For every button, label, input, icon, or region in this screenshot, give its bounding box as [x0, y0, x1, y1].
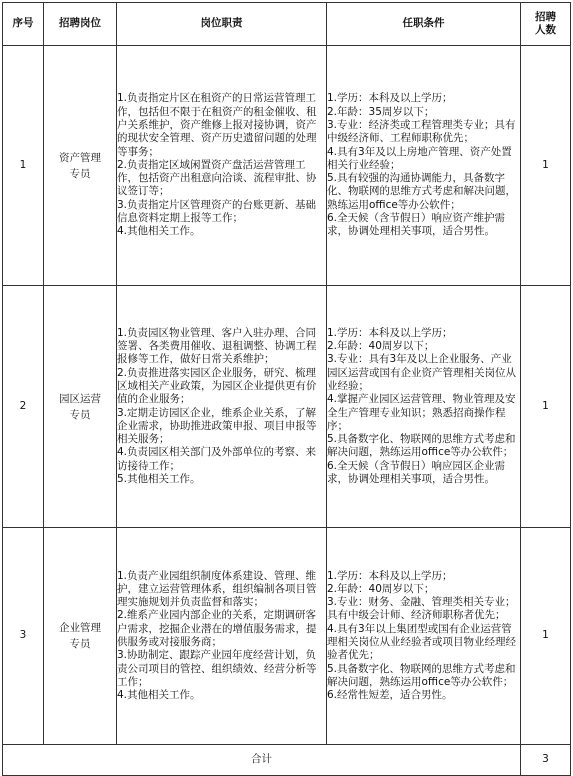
duty-item: 4.其他相关工作。	[117, 225, 201, 238]
row-requirements	[327, 286, 521, 528]
row-duties	[117, 528, 327, 745]
duty-item: 1.负责产业园组织制度体系建设、管理、维护，建立运营管理体系，组织编制各项目管理实施规划并负责监督和落实；	[117, 569, 317, 609]
row-position	[44, 46, 117, 286]
total-row	[3, 745, 571, 776]
row-position	[44, 528, 117, 745]
duty-item: 1.负责指定片区在租资产的日常运营管理工作，包括但不限于在租资产的租金催收、租户关系维护，资产维修上报对接协调，资产的现状安全管理、资产历史遗留问题的处理等事务；	[117, 92, 317, 158]
requirement-item: 3.专业：具有3年及以上企业服务、产业园区运营或国有企业资产管理相关岗位从业经验；	[327, 353, 516, 392]
requirement-item: 2.年龄：40周岁以下；	[327, 582, 435, 595]
duty-item: 3.负责指定片区管理资产的台账更新、基础信息资料定期上报等工作；	[117, 198, 317, 225]
duty-item: 5.其他相关工作。	[117, 472, 201, 485]
requirement-item: 3.专业：经济类或工程管理类专业；具有中级经济师、工程师职称优先；	[327, 118, 516, 145]
duty-item: 2.负责推进落实园区企业服务，研究、梳理区域相关产业政策，为园区企业提供更有价值的企业服务；	[117, 366, 317, 406]
row-count: 1	[521, 528, 571, 745]
row-position-text: 园区运营专员	[59, 392, 101, 421]
requirement-item: 3.专业：财务、金融、管理类相关专业；具有中级会计师、经济师职称者优先；	[327, 596, 516, 622]
requirement-item: 5.具备数字化、物联网的思维方式考虑和解决问题，熟练运用office等办公软件；	[327, 433, 516, 459]
requirement-item: 2.年龄：35周岁以下；	[327, 105, 435, 118]
requirement-item: 5.具备数字化、物联网的思维方式考虑和解决问题，熟练运用office等办公软件；	[327, 662, 516, 688]
row-position	[44, 286, 117, 528]
row-seq: 3	[3, 528, 44, 745]
duty-item: 4.其他相关工作。	[117, 689, 201, 702]
duty-item: 4.负责园区相关部门及外部单位的考察、来访接待工作；	[117, 446, 317, 472]
duty-item: 1.负责园区物业管理、客户入驻办理、合同签署、各类费用催收、退租调整、协调工程报修等工作，做好日常关系维护；	[117, 326, 317, 366]
header-count-line1: 招聘	[535, 10, 556, 23]
table-row	[3, 528, 571, 745]
header-count-line2: 人数	[535, 24, 556, 36]
row-position-text: 资产管理专员	[59, 151, 101, 180]
header-count	[521, 3, 571, 46]
requirement-item: 6.全天候（含节假日）响应资产维护需求，协调处理相关事项，适合男性。	[327, 212, 506, 238]
header-row	[3, 3, 571, 46]
header-seq: 序号	[3, 3, 44, 46]
requirement-item: 4.掌握产业园区运营管理、物业管理及安全生产管理专业知识；熟悉招商操作程序；	[327, 393, 516, 432]
total-count: 3	[521, 745, 571, 776]
requirement-item: 1.学历：本科及以上学历；	[327, 569, 453, 582]
requirement-item: 4.具有3年及以上房地产管理、资产处置相关行业经验；	[327, 145, 512, 171]
row-requirements	[327, 46, 521, 286]
duty-item: 3.协助制定、跟踪产业园年度经营计划，负责公司项目的管控、组织绩效、经营分析等工作；	[117, 649, 317, 688]
table-row	[3, 46, 571, 286]
table-row	[3, 286, 571, 528]
header-requirements: 任职条件	[327, 3, 521, 46]
row-duties	[117, 46, 327, 286]
requirement-item: 1.学历：本科及以上学历；	[327, 326, 453, 339]
requirement-item: 6.全天候（含节假日）响应园区企业需求，协调处理相关事项，适合男性。	[327, 459, 506, 485]
requirement-item: 4.具有3年以上集团型或国有企业运营管理相关岗位从业经验者或项目物业经理经验者优先；	[327, 622, 516, 662]
requirement-item: 6.经常性短差，适合男性。	[327, 689, 453, 702]
row-count: 1	[521, 286, 571, 528]
total-label: 合计	[3, 745, 521, 776]
duty-item: 2.维系产业园内部企业的关系，定期调研客户需求，挖掘企业潜在的增值服务需求，提供服务或对接服务商；	[117, 609, 317, 648]
header-duties: 岗位职责	[117, 3, 327, 46]
row-count: 1	[521, 46, 571, 286]
row-seq: 2	[3, 286, 44, 528]
header-position: 招聘岗位	[44, 3, 117, 46]
row-seq: 1	[3, 46, 44, 286]
requirement-item: 5.具有较强的沟通协调能力，具备数字化、物联网的思维方式考虑和解决问题，熟练运用office等办公软件；	[327, 172, 516, 211]
row-position-text: 企业管理专员	[59, 622, 101, 650]
recruitment-table	[2, 2, 571, 776]
duty-item: 3.定期走访园区企业，维系企业关系，了解企业需求，协助推进政策申报、项目申报等相关服务；	[117, 406, 317, 446]
requirement-item: 2.年龄：40周岁以下；	[327, 340, 435, 353]
requirement-item: 1.学历：本科及以上学历；	[327, 92, 453, 105]
duty-item: 2.负责指定区域闲置资产盘活运营管理工作，包括资产出租意向洽谈、流程审批、协议签订等；	[117, 158, 317, 198]
row-requirements	[327, 528, 521, 745]
row-duties	[117, 286, 327, 528]
